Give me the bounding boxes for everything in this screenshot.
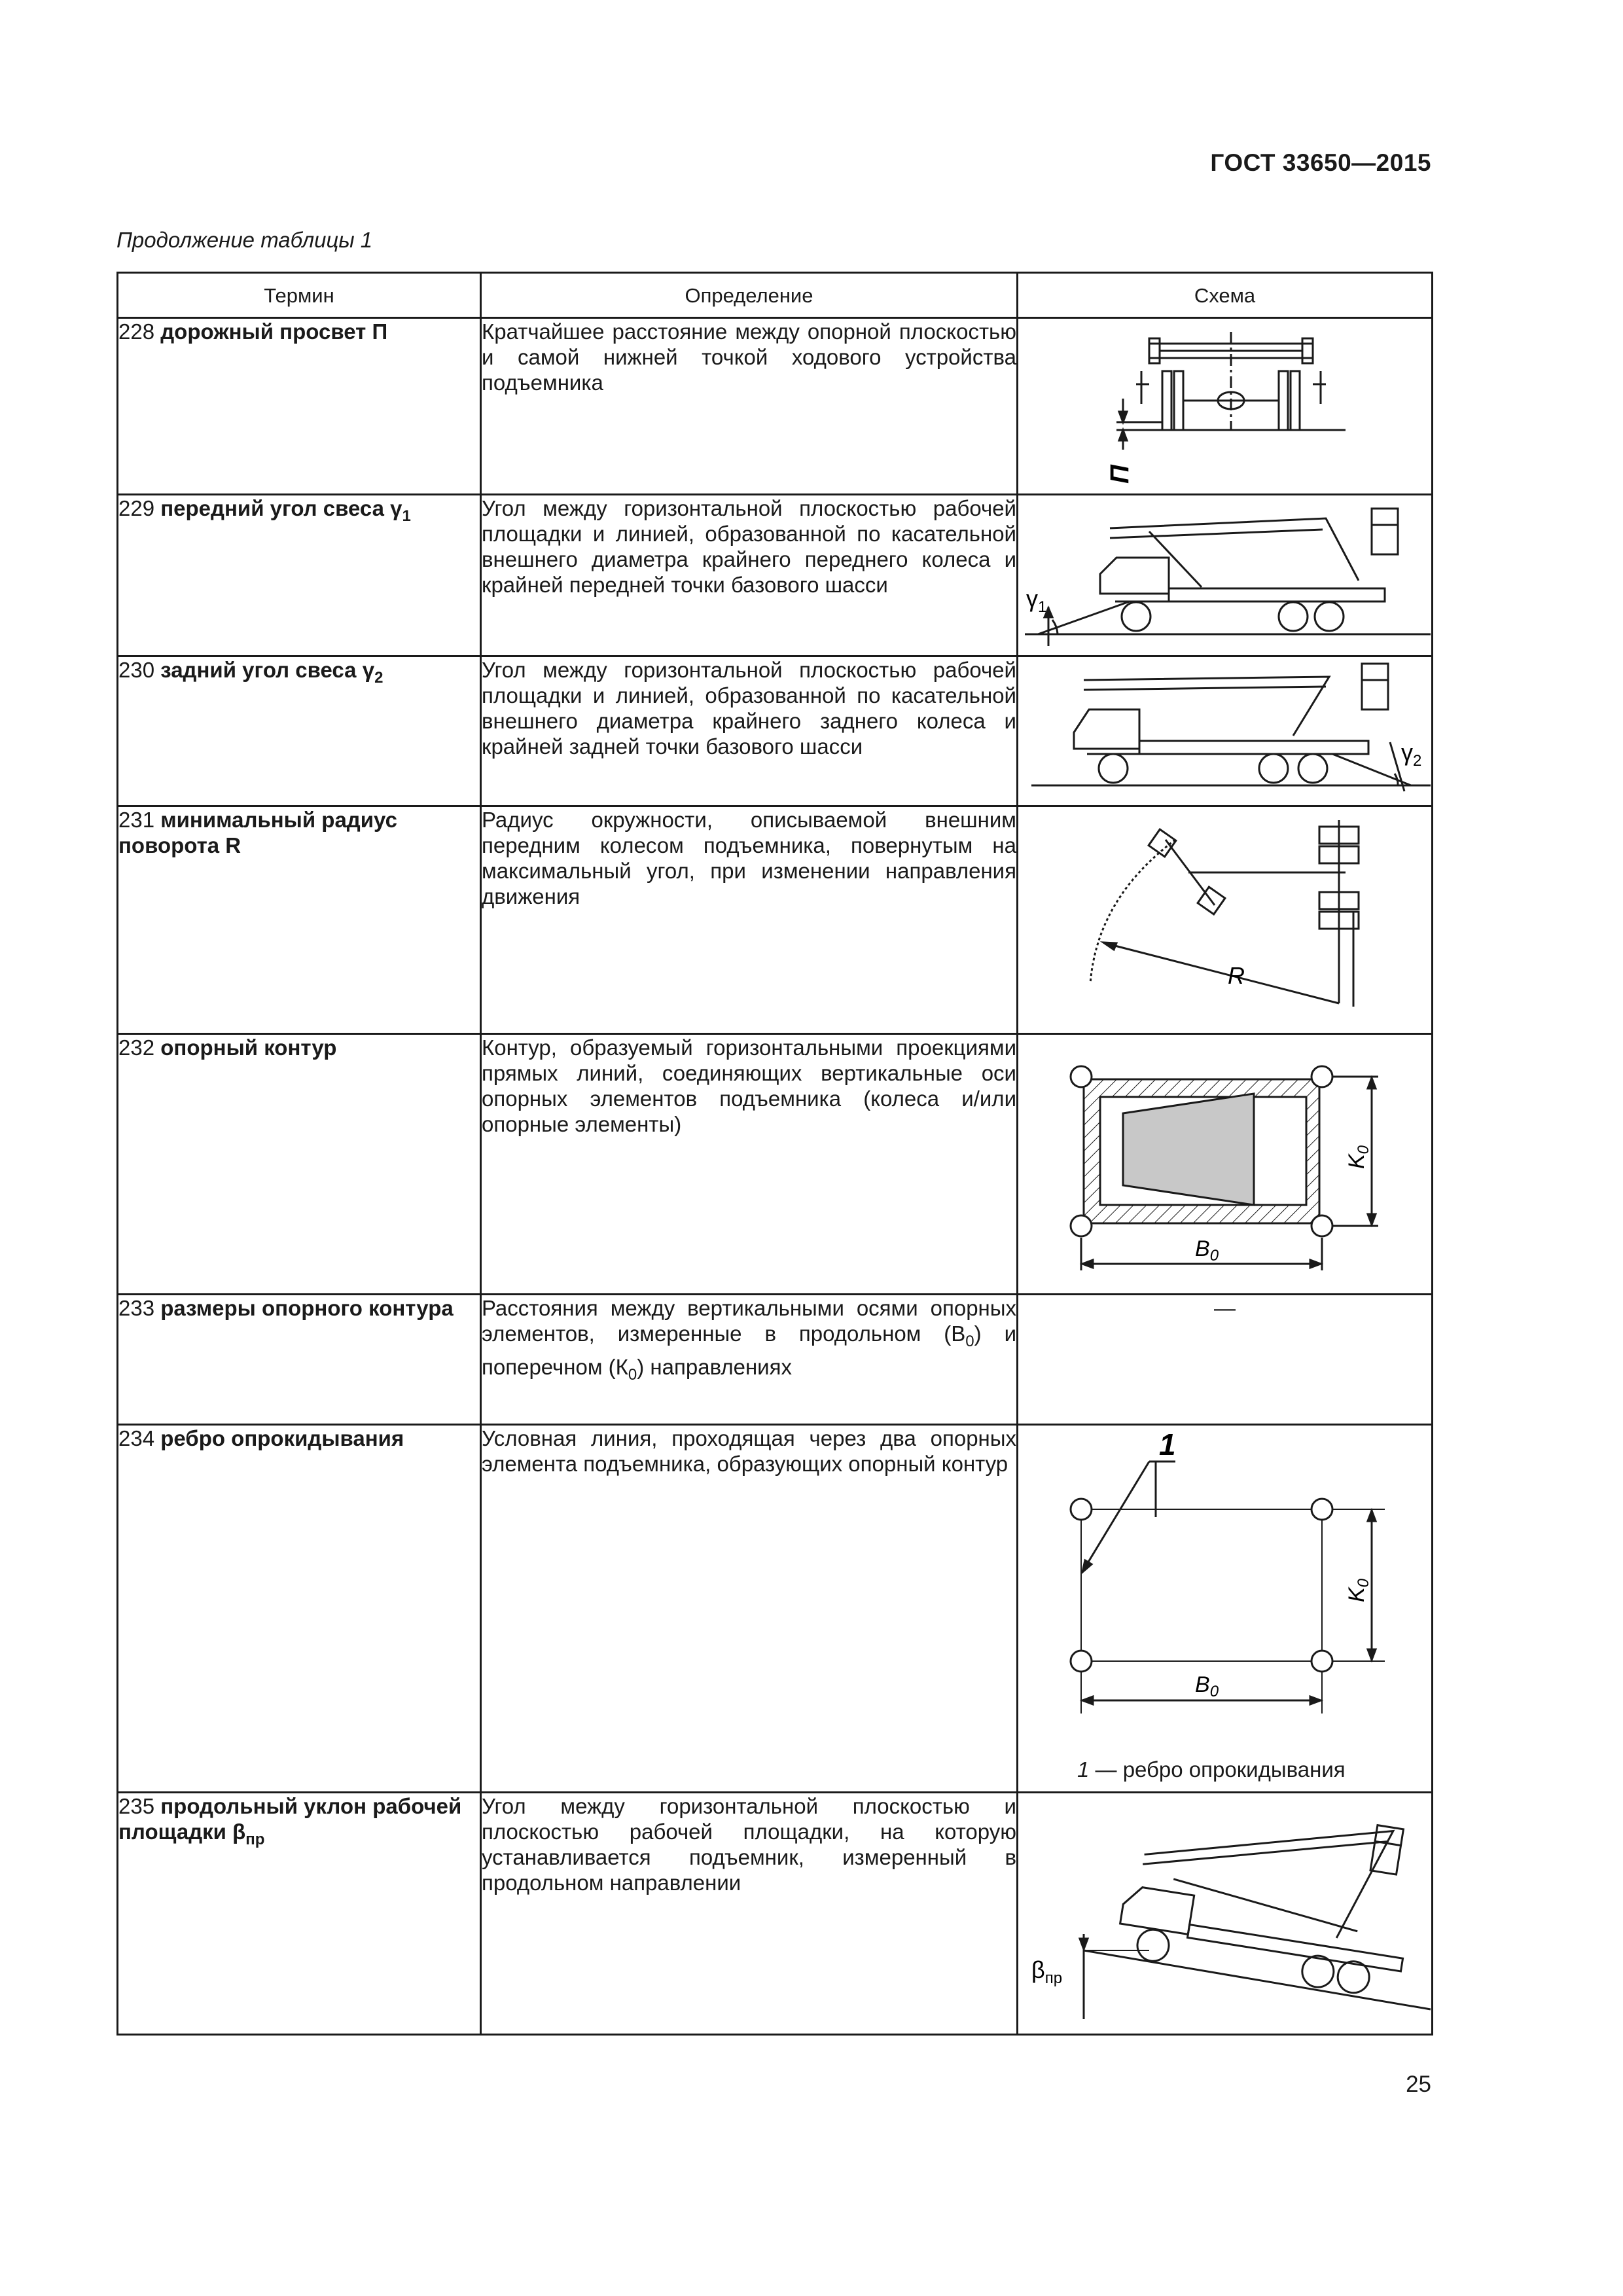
beta-label: $\beta_{пр}$ [1031, 1956, 1063, 1987]
terms-table [116, 272, 1433, 2036]
header-term: Термин [118, 273, 481, 318]
term-cell: 235 продольный уклон рабочей площадки $\beta_{пр}$ [118, 1793, 481, 2035]
term-cell: 231 минимальный радиус поворота R [118, 806, 481, 1034]
term-cell: 229 передний угол свеса $\gamma_1$ [118, 495, 481, 656]
definition-cell: Условная линия, проходящая через два опорных элемента подъемника, образующих опорный контур [481, 1425, 1018, 1793]
k0-label: $K_0$ [1344, 1145, 1372, 1169]
turning-radius-diagram [1018, 807, 1433, 1031]
table-row [118, 495, 1433, 656]
b0-label: $B_0$ [1195, 1236, 1219, 1265]
term-cell: 230 задний угол свеса $\gamma_2$ [118, 656, 481, 806]
table-continuation-label: Продолжение таблицы 1 [116, 228, 373, 252]
radius-label: R [1228, 962, 1245, 989]
term-cell: 232 опорный контур [118, 1034, 481, 1295]
definition-cell: Радиус окружности, описываемой внешним передним колесом подъемника, повернутым на максимальный угол, при изменении направления движения [481, 806, 1018, 1034]
header-definition: Определение [481, 273, 1018, 318]
definition-cell: Расстояния между вертикальными осями опорных элементов, измеренные в продольном $(В_0)$ и поперечном $(К_0)$ направлениях [481, 1295, 1018, 1425]
scheme-cell [1018, 1793, 1433, 2035]
page-number: 25 [1406, 2072, 1431, 2097]
scheme-cell: — [1018, 1295, 1433, 1425]
scheme-cell [1018, 495, 1433, 656]
rear-overhang-angle-diagram [1018, 657, 1433, 802]
front-overhang-angle-diagram [1018, 495, 1433, 653]
clearance-label: П [1105, 465, 1134, 484]
k0-label: $K_0$ [1344, 1578, 1372, 1602]
definition-cell: Угол между горизонтальной плоскостью рабочей площадки и линией, образованной по касательной внешнего диаметра крайнего переднего колеса и крайней передней точки базового шасси [481, 495, 1018, 656]
longitudinal-slope-diagram [1018, 1793, 1433, 2032]
figure-caption: 1 — ребро опрокидывания [1077, 1757, 1346, 1782]
scheme-cell [1018, 1034, 1433, 1295]
definition-cell: Кратчайшее расстояние между опорной плоскостью и самой нижней точкой ходового устройства подъемника [481, 318, 1018, 495]
scheme-cell [1018, 318, 1433, 495]
support-contour-diagram [1018, 1035, 1433, 1291]
header-scheme: Схема [1018, 273, 1433, 318]
standard-designation: ГОСТ 33650—2015 [1210, 149, 1431, 176]
table-row [118, 1793, 1433, 2035]
ground-clearance-diagram [1018, 319, 1433, 492]
callout-number: 1 [1159, 1427, 1176, 1462]
table-row [118, 1425, 1433, 1793]
table-row [118, 1034, 1433, 1295]
table-row [118, 1295, 1433, 1425]
term-cell: 234 ребро опрокидывания [118, 1425, 481, 1793]
gamma-label: $\gamma_2$ [1401, 739, 1422, 770]
scheme-cell [1018, 806, 1433, 1034]
scheme-cell [1018, 1425, 1433, 1793]
table-row [118, 656, 1433, 806]
table-header-row [118, 273, 1433, 318]
scheme-cell [1018, 656, 1433, 806]
table-row [118, 318, 1433, 495]
table-row [118, 806, 1433, 1034]
term-cell: 228 дорожный просвет П [118, 318, 481, 495]
definition-cell: Контур, образуемый горизонтальными проекциями прямых линий, соединяющих вертикальные оси опорных элементов подъемника (колеса и/или опорные элементы) [481, 1034, 1018, 1295]
definition-cell: Угол между горизонтальной плоскостью рабочей площадки и линией, образованной по касательной внешнего диаметра крайнего заднего колеса и крайней задней точки базового шасси [481, 656, 1018, 806]
term-cell: 233 размеры опорного контура [118, 1295, 481, 1425]
b0-label: $B_0$ [1195, 1672, 1219, 1700]
tipping-edge-diagram [1018, 1426, 1433, 1789]
definition-cell: Угол между горизонтальной плоскостью и плоскостью рабочей площадки, на которую устанавливается подъемник, измеренный в продольном направлении [481, 1793, 1018, 2035]
gamma-label: $\gamma_1$ [1026, 585, 1047, 616]
